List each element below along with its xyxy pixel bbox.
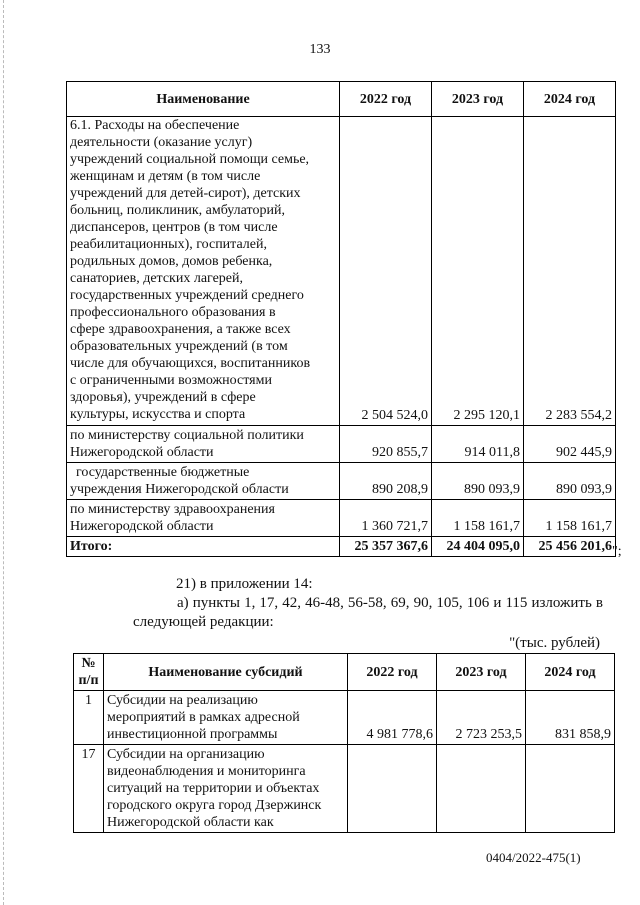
- value-2024: 902 445,9: [524, 426, 616, 463]
- table-row: [67, 117, 616, 426]
- value-2022: 920 855,7: [340, 426, 432, 463]
- value-2022: 890 208,9: [340, 463, 432, 500]
- value-2023: 2 723 253,5: [437, 691, 526, 745]
- value-2023: 2 295 120,1: [432, 117, 524, 426]
- table-header-row: [74, 654, 615, 691]
- row-number: 1: [74, 691, 104, 745]
- name-line: по министерству социальной политики: [70, 428, 304, 443]
- name-line: сфере здравоохранения, а также всех: [70, 322, 291, 337]
- name-line: ситуаций на территории и объектах: [107, 781, 320, 796]
- value-2023: 1 158 161,7: [432, 500, 524, 537]
- name-line: по министерству здравоохранения: [70, 502, 275, 517]
- name-line: родильных домов, домов ребенка,: [70, 254, 273, 269]
- value-2024: 831 858,9: [526, 691, 615, 745]
- name-line: женщинам и детям (в том числе: [70, 169, 261, 184]
- name-line: числе для обучающихся, воспитанников: [70, 356, 311, 371]
- row-name-cell: [67, 463, 340, 500]
- name-line: Субсидии на реализацию: [107, 693, 258, 708]
- table-row: [74, 691, 615, 745]
- column-header-2024: 2024 год: [526, 654, 615, 691]
- name-line: Субсидии на организацию: [107, 747, 265, 762]
- table-header-row: [67, 82, 616, 117]
- column-header-2024: 2024 год: [524, 82, 616, 117]
- name-line: больниц, поликлиник, амбулаторий,: [70, 203, 285, 218]
- name-line: Нижегородской области как: [107, 815, 274, 830]
- name-line: видеонаблюдения и мониторинга: [107, 764, 306, 779]
- value-2023: [437, 745, 526, 833]
- row-name-cell: [104, 691, 348, 745]
- table-row: [67, 426, 616, 463]
- name-line: Нижегородской области: [70, 445, 214, 460]
- value-2022: 1 360 721,7: [340, 500, 432, 537]
- total-row: [67, 537, 616, 557]
- column-header-2023: 2023 год: [437, 654, 526, 691]
- value-2024: 890 093,9: [524, 463, 616, 500]
- name-line: государственных учреждений среднего: [70, 288, 304, 303]
- table-row: [67, 463, 616, 500]
- table-row: [67, 500, 616, 537]
- name-line: с ограниченными возможностями: [70, 373, 272, 388]
- value-2023: 914 011,8: [432, 426, 524, 463]
- name-line: здоровья), учреждений в сфере: [70, 390, 256, 405]
- name-line: Нижегородской области: [70, 519, 214, 534]
- total-2024: 25 456 201,6: [524, 537, 616, 557]
- name-line: культуры, искусства и спорта: [70, 407, 246, 422]
- column-header-2023: 2023 год: [432, 82, 524, 117]
- row-name-cell: [67, 117, 340, 426]
- row-name-cell: [67, 500, 340, 537]
- paragraph-a: а) пункты 1, 17, 42, 46-48, 56-58, 69, 90, 105, 106 и 115 изложить в следующей редакции:: [133, 595, 603, 630]
- name-line: инвестиционной программы: [107, 727, 278, 742]
- closing-quote: ";: [612, 544, 622, 559]
- name-line: реабилитационных), госпиталей,: [70, 237, 267, 252]
- total-2023: 24 404 095,0: [432, 537, 524, 557]
- header-number-line2: п/п: [78, 673, 99, 688]
- name-line: санаториев, детских лагерей,: [70, 271, 244, 286]
- name-line: 6.1. Расходы на обеспечение: [70, 118, 240, 133]
- page-number: 133: [309, 42, 331, 57]
- table-row: [74, 745, 615, 833]
- header-number-line1: №: [81, 656, 96, 671]
- value-2022: 2 504 524,0: [340, 117, 432, 426]
- name-line: государственные бюджетные: [76, 465, 250, 480]
- column-header-2022: 2022 год: [348, 654, 437, 691]
- value-2024: [526, 745, 615, 833]
- name-line: деятельности (оказание услуг): [70, 135, 253, 150]
- name-line: учреждения Нижегородской области: [70, 482, 289, 497]
- units-label: "(тыс. рублей): [509, 635, 600, 651]
- expenses-table: [66, 81, 616, 557]
- name-line: профессионального образования в: [70, 305, 276, 320]
- name-line: образовательных учреждений (в том: [70, 339, 288, 354]
- column-header-2022: 2022 год: [340, 82, 432, 117]
- value-2024: 2 283 554,2: [524, 117, 616, 426]
- total-2022: 25 357 367,6: [340, 537, 432, 557]
- row-name-cell: [67, 426, 340, 463]
- column-header-number: [74, 654, 104, 691]
- column-header-name: Наименование: [67, 82, 340, 117]
- value-2022: 4 981 778,6: [348, 691, 437, 745]
- name-line: городского округа город Дзержинск: [107, 798, 322, 813]
- row-name-cell: [104, 745, 348, 833]
- paragraph-intro: 21) в приложении 14:: [176, 576, 313, 592]
- subsidies-table: [73, 653, 615, 833]
- name-line: диспансеров, центров (в том числе: [70, 220, 278, 235]
- name-line: учреждений для детей-сирот), детских: [70, 186, 301, 201]
- total-label: Итого:: [67, 537, 340, 557]
- value-2022: [348, 745, 437, 833]
- value-2023: 890 093,9: [432, 463, 524, 500]
- column-header-name: Наименование субсидий: [104, 654, 348, 691]
- document-code: 0404/2022-475(1): [486, 850, 581, 865]
- name-line: мероприятий в рамках адресной: [107, 710, 300, 725]
- page-edge-line: [3, 0, 4, 905]
- name-line: учреждений социальной помощи семье,: [70, 152, 310, 167]
- value-2024: 1 158 161,7: [524, 500, 616, 537]
- row-number: 17: [74, 745, 104, 833]
